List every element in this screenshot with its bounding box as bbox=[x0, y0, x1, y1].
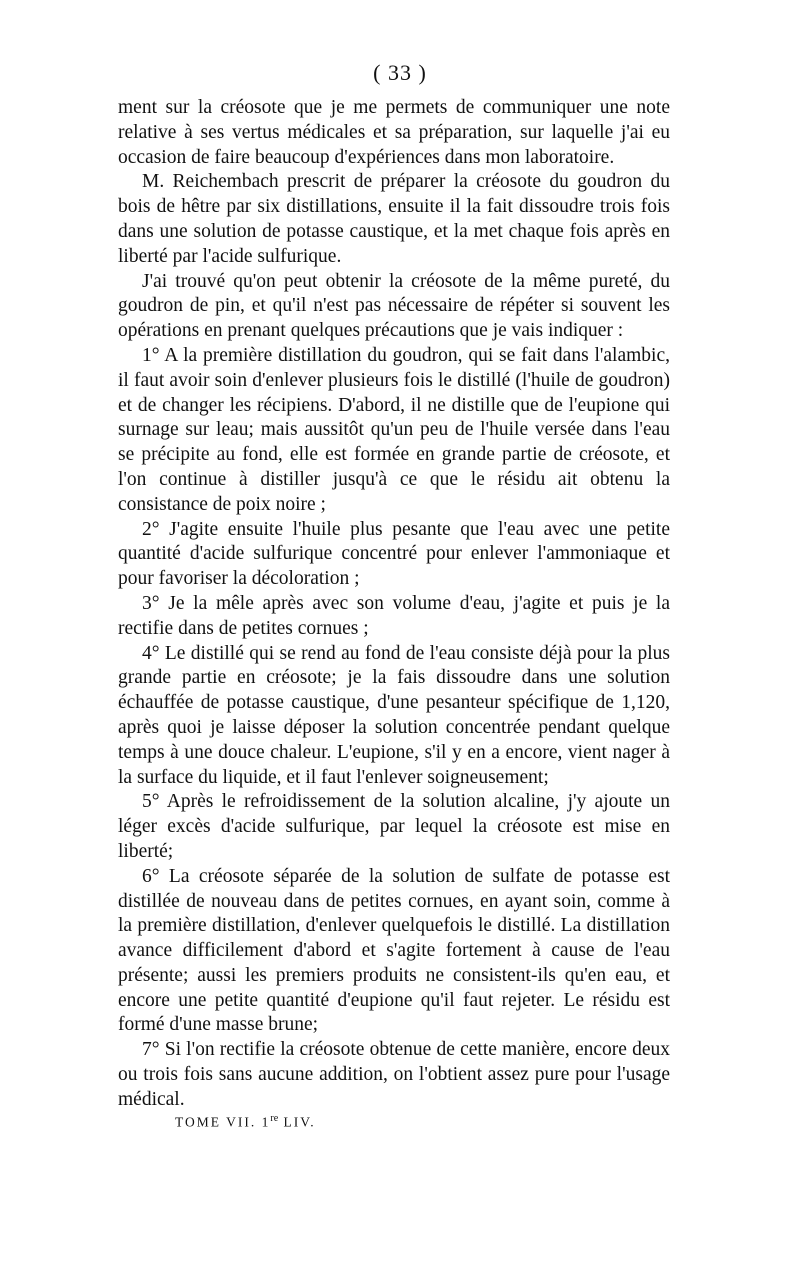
paragraph-step-4: 4° Le distillé qui se rend au fond de l'eau consiste déjà pour la plus grande partie en créosote; je la fais dissoudre dans une solution échauffée de potasse caustique, d'une pesanteur spécifique de 1,120, après quoi je laisse déposer la solution concentrée pendant quelque temps à une douce chaleur. L'eupione, s'il y en a encore, vient nager à la surface du liquide, et il faut l'enlever soigneusement; bbox=[118, 642, 670, 788]
paragraph-step-5: 5° Après le refroidissement de la solution alcaline, j'y ajoute un léger excès d'acide sulfurique, par lequel la créosote est mise en liberté; bbox=[118, 791, 670, 862]
paragraph-step-1: 1° A la première distillation du goudron, qui se fait dans l'alambic, il faut avoir soin d'enlever plusieurs fois le distillé (l'huile de goudron) et de changer les récipiens. D'abord, il ne distille que de l'eupione qui surnage sur leau; mais aussitôt qu'un peu de l'huile versée dans l'eau se précipite au fond, elle est formée en grande partie de créosote, et l'on continue à distiller jusqu'à ce que le résidu ait obtenu la consistance de poix noire ; bbox=[118, 344, 670, 515]
paragraph-reichembach: M. Reichembach prescrit de préparer la créosote du goudron du bois de hêtre par six distillations, ensuite il la fait dissoudre trois fois dans une solution de potasse caustique, et la met chaque fois après en liberté par l'acide sulfurique. bbox=[118, 171, 670, 267]
paragraph-step-2: 2° J'agite ensuite l'huile plus pesante que l'eau avec une petite quantité d'acide sulfurique concentré pour enlever l'ammoniaque et pour favoriser la décoloration ; bbox=[118, 518, 670, 590]
page-number: ( 33 ) bbox=[373, 60, 427, 85]
paragraph-step-3: 3° Je la mêle après avec son volume d'eau, j'agite et puis je la rectifie dans de petites cornues ; bbox=[118, 592, 670, 639]
signature-mark bbox=[175, 1113, 316, 1131]
paragraph-continuation: ment sur la créosote que je me permets de communiquer une note relative à ses vertus médicales et sa préparation, sur laquelle j'ai eu occasion de faire beaucoup d'expériences dans mon laboratoire. bbox=[118, 97, 670, 168]
paragraph-step-6: 6° La créosote séparée de la solution de sulfate de potasse est distillée de nouveau dans de petites cornues, en ayant soin, comme à la première distillation, d'enlever quelquefois le distillé. La distillation avance difficilement d'abord et s'agite fortement à cause de l'eau présente; aussi les premiers produits ne consistent-ils qu'en eau, et encore une petite quantité d'eupione qu'il faut rejeter. Le résidu est formé d'une masse brune; bbox=[118, 865, 670, 1036]
paragraph-method-intro: J'ai trouvé qu'on peut obtenir la créosote de la même pureté, du goudron de pin, et qu'il n'est pas nécessaire de répéter si souvent les opérations en prenant quelques précautions que je vais indiquer : bbox=[118, 270, 670, 342]
signature-livraison: LIV. bbox=[278, 1114, 316, 1130]
signature-volume: TOME VII. 1 bbox=[175, 1114, 271, 1130]
signature-superscript: re bbox=[270, 1113, 279, 1124]
body-text bbox=[118, 96, 670, 1113]
paragraph-step-7: 7° Si l'on rectifie la créosote obtenue de cette manière, encore deux ou trois fois sans aucune addition, on l'obtient assez pure pour l'usage médical. bbox=[118, 1039, 670, 1110]
